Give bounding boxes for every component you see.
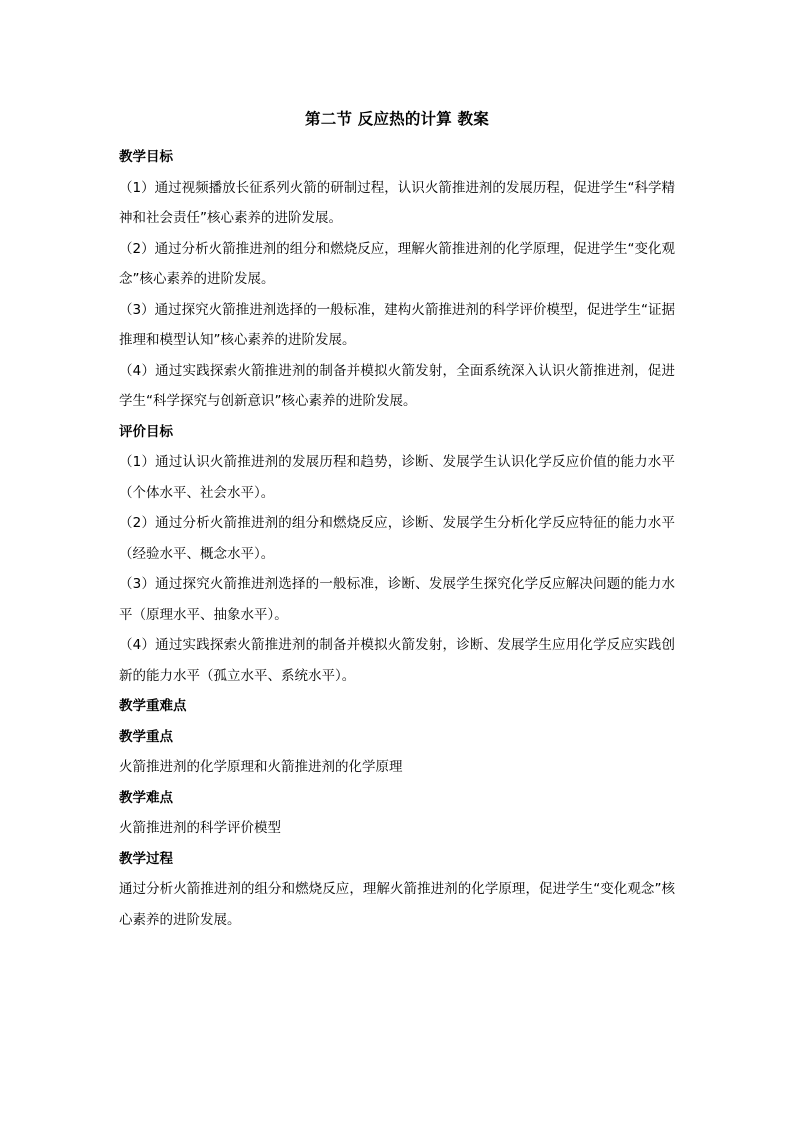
section-heading: 教学重点 [119, 728, 173, 745]
paragraph: 火箭推进剂的化学原理和火箭推进剂的化学原理 [119, 759, 403, 775]
paragraph: （1）通过认识火箭推进剂的发展历程和趋势，诊断、发展学生认识化学反应价值的能力水平（个体水平、社会水平）。 [119, 454, 675, 501]
section-teaching-goals [119, 142, 675, 417]
section-heading: 教学过程 [119, 850, 173, 867]
paragraph: （3）通过探究火箭推进剂选择的一般标准，建构火箭推进剂的科学评价模型，促进学生“证据推理和模型认知”核心素养的进阶发展。 [119, 301, 675, 348]
section-heading: 教学目标 [119, 149, 173, 165]
paragraph: （3）通过探究火箭推进剂选择的一般标准，诊断、发展学生探究化学反应解决问题的能力水平（原理水平、抽象水平）。 [119, 576, 675, 623]
section-difficult-points [119, 783, 675, 844]
section-heading: 教学重难点 [119, 698, 187, 714]
section-key-points [119, 722, 675, 783]
paragraph: 火箭推进剂的科学评价模型 [119, 820, 281, 836]
section-heading: 评价目标 [119, 423, 173, 440]
section-evaluation-goals [119, 417, 675, 692]
document-title: 第二节 反应热的计算 教案 [305, 110, 489, 128]
paragraph: （2）通过分析火箭推进剂的组分和燃烧反应，诊断、发展学生分析化学反应特征的能力水平（经验水平、概念水平）。 [119, 515, 675, 562]
section-key-difficult-points [119, 691, 675, 722]
paragraph: （1）通过视频播放长征系列火箭的研制过程，认识火箭推进剂的发展历程，促进学生“科学精神和社会责任”核心素养的进阶发展。 [119, 179, 675, 226]
paragraph: （4）通过实践探索火箭推进剂的制备并模拟火箭发射，全面系统深入认识火箭推进剂，促进学生“科学探究与创新意识”核心素养的进阶发展。 [119, 362, 675, 409]
paragraph: （4）通过实践探索火箭推进剂的制备并模拟火箭发射，诊断、发展学生应用化学反应实践创新的能力水平（孤立水平、系统水平）。 [119, 637, 675, 684]
paragraph: 通过分析火箭推进剂的组分和燃烧反应，理解火箭推进剂的化学原理，促进学生“变化观念”核心素养的进阶发展。 [119, 881, 675, 928]
section-heading: 教学难点 [119, 789, 173, 806]
paragraph: （2）通过分析火箭推进剂的组分和燃烧反应，理解火箭推进剂的化学原理，促进学生“变化观念”核心素养的进阶发展。 [119, 240, 675, 287]
section-teaching-process [119, 844, 675, 936]
document-page [119, 105, 675, 935]
